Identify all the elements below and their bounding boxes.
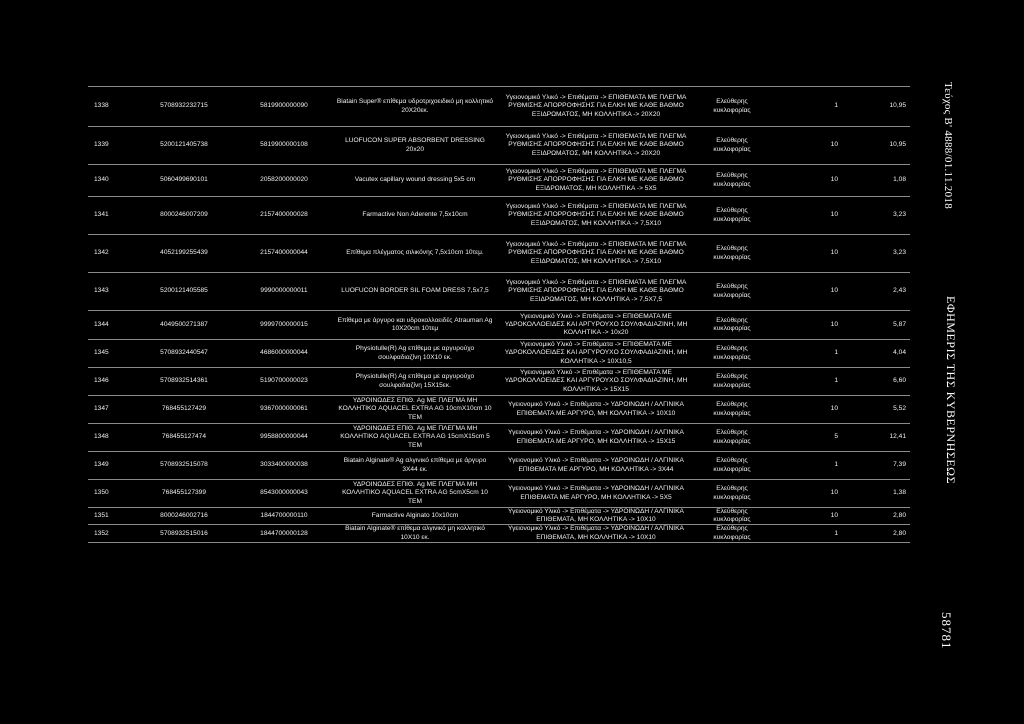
barcode: 8000246002716	[134, 508, 234, 525]
product-category: Υγειονομικό Υλικό -> Επιθέματα -> ΥΔΡΟΙΝΩΔΗ / ΑΛΓΙΝΙΚΑ ΕΠΙΘΕΜΑΤΑ ΜΕ ΑΡΓΥΡΟ, ΜΗ ΚΟΛΛΗΤΙΚΑ -> 5X5	[496, 480, 696, 508]
package-quantity: 10	[768, 311, 846, 340]
retail-price: 1,38	[846, 480, 910, 508]
product-description: Vacutex capillary wound dressing 5x5 cm	[334, 165, 496, 197]
product-code: 1844700000128	[234, 525, 334, 542]
product-category: Υγειονομικό Υλικό -> Επιθέματα -> ΥΔΡΟΙΝΩΔΗ / ΑΛΓΙΝΙΚΑ ΕΠΙΘΕΜΑΤΑ, ΜΗ ΚΟΛΛΗΤΙΚΑ -> 10X10	[496, 508, 696, 525]
row-number: 1347	[88, 396, 134, 424]
circulation-status: Ελεύθερης κυκλοφορίας	[696, 452, 768, 480]
barcode: 5200121405585	[134, 273, 234, 311]
table-row	[88, 235, 910, 273]
circulation-status: Ελεύθερης κυκλοφορίας	[696, 525, 768, 542]
row-number: 1345	[88, 340, 134, 368]
product-category: Υγειονομικό Υλικό -> Επιθέματα -> ΥΔΡΟΙΝΩΔΗ / ΑΛΓΙΝΙΚΑ ΕΠΙΘΕΜΑΤΑ ΜΕ ΑΡΓΥΡΟ, ΜΗ ΚΟΛΛΗΤΙΚΑ -> 10X10	[496, 396, 696, 424]
retail-price: 3,23	[846, 197, 910, 235]
product-table	[88, 86, 910, 543]
row-number: 1338	[88, 87, 134, 127]
circulation-status: Ελεύθερης κυκλοφορίας	[696, 340, 768, 368]
circulation-status: Ελεύθερης κυκλοφορίας	[696, 396, 768, 424]
product-description: Biatain Alginate® Ag αλγινικό επίθεμα με άργυρο 3Χ44 εκ.	[334, 452, 496, 480]
product-code: 2157400000044	[234, 235, 334, 273]
retail-price: 5,52	[846, 396, 910, 424]
product-category: Υγειονομικό Υλικό -> Επιθέματα -> ΕΠΙΘΕΜΑΤΑ ΜΕ ΠΛΕΓΜΑ ΡΥΘΜΙΣΗΣ ΑΠΟΡΡΟΦΗΣΗΣ ΓΙΑ ΕΛΚΗ ΜΕ ΚΑΘΕ ΒΑΘΜΟ ΕΞΙΔΡΩΜΑΤΟΣ, ΜΗ ΚΟΛΛΗΤΙΚΑ -> 7,5X10	[496, 235, 696, 273]
product-code: 3033400000038	[234, 452, 334, 480]
circulation-status: Ελεύθερης κυκλοφορίας	[696, 508, 768, 525]
product-description: ΥΔΡΟΙΝΩΔΕΣ ΕΠΙΘ. Ag ΜΕ ΠΛΕΓΜΑ ΜΗ ΚΟΛΛΗΤΙΚΟ AQUACEL EXTRA AG 5cmX5cm 10 ΤΕΜ	[334, 480, 496, 508]
circulation-status: Ελεύθερης κυκλοφορίας	[696, 127, 768, 165]
package-quantity: 1	[768, 525, 846, 542]
barcode: 5708932232715	[134, 87, 234, 127]
table-row	[88, 273, 910, 311]
product-category: Υγειονομικό Υλικό -> Επιθέματα -> ΕΠΙΘΕΜΑΤΑ ΜΕ ΠΛΕΓΜΑ ΡΥΘΜΙΣΗΣ ΑΠΟΡΡΟΦΗΣΗΣ ΓΙΑ ΕΛΚΗ ΜΕ ΚΑΘΕ ΒΑΘΜΟ ΕΞΙΔΡΩΜΑΤΟΣ, ΜΗ ΚΟΛΛΗΤΙΚΑ -> 20X20	[496, 87, 696, 127]
product-code: 1844700000110	[234, 508, 334, 525]
product-category: Υγειονομικό Υλικό -> Επιθέματα -> ΕΠΙΘΕΜΑΤΑ ΜΕ ΠΛΕΓΜΑ ΡΥΘΜΙΣΗΣ ΑΠΟΡΡΟΦΗΣΗΣ ΓΙΑ ΕΛΚΗ ΜΕ ΚΑΘΕ ΒΑΘΜΟ ΕΞΙΔΡΩΜΑΤΟΣ, ΜΗ ΚΟΛΛΗΤΙΚΑ -> 20X20	[496, 127, 696, 165]
circulation-status: Ελεύθερης κυκλοφορίας	[696, 87, 768, 127]
product-category: Υγειονομικό Υλικό -> Επιθέματα -> ΥΔΡΟΙΝΩΔΗ / ΑΛΓΙΝΙΚΑ ΕΠΙΘΕΜΑΤΑ ΜΕ ΑΡΓΥΡΟ, ΜΗ ΚΟΛΛΗΤΙΚΑ -> 3X44	[496, 452, 696, 480]
barcode: 5200121405738	[134, 127, 234, 165]
barcode: 5708932515078	[134, 452, 234, 480]
product-code: 9958800000044	[234, 424, 334, 452]
product-description: Physiotulle(R) Ag επίθεμα με αργυρούχο σουλφαδιαζίνη 15Χ15εκ.	[334, 368, 496, 396]
product-category: Υγειονομικό Υλικό -> Επιθέματα -> ΥΔΡΟΙΝΩΔΗ / ΑΛΓΙΝΙΚΑ ΕΠΙΘΕΜΑΤΑ, ΜΗ ΚΟΛΛΗΤΙΚΑ -> 10X10	[496, 525, 696, 542]
row-number: 1343	[88, 273, 134, 311]
product-description: Επίθεμα πλέγματος σιλικόνης 7,5x10cm 10τεμ.	[334, 235, 496, 273]
table-row	[88, 197, 910, 235]
package-quantity: 10	[768, 273, 846, 311]
table-row	[88, 525, 910, 542]
circulation-status: Ελεύθερης κυκλοφορίας	[696, 197, 768, 235]
barcode: 768455127399	[134, 480, 234, 508]
product-category: Υγειονομικό Υλικό -> Επιθέματα -> ΥΔΡΟΙΝΩΔΗ / ΑΛΓΙΝΙΚΑ ΕΠΙΘΕΜΑΤΑ ΜΕ ΑΡΓΥΡΟ, ΜΗ ΚΟΛΛΗΤΙΚΑ -> 15X15	[496, 424, 696, 452]
product-description: Farmactive Alginato 10x10cm	[334, 508, 496, 525]
barcode: 768455127429	[134, 396, 234, 424]
table-row	[88, 311, 910, 340]
product-code: 9999700000015	[234, 311, 334, 340]
table-row	[88, 396, 910, 424]
row-number: 1341	[88, 197, 134, 235]
row-number: 1344	[88, 311, 134, 340]
circulation-status: Ελεύθερης κυκλοφορίας	[696, 480, 768, 508]
barcode: 4049500271387	[134, 311, 234, 340]
product-code: 4686000000044	[234, 340, 334, 368]
row-number: 1352	[88, 525, 134, 542]
product-category: Υγειονομικό Υλικό -> Επιθέματα -> ΕΠΙΘΕΜΑΤΑ ΜΕ ΠΛΕΓΜΑ ΡΥΘΜΙΣΗΣ ΑΠΟΡΡΟΦΗΣΗΣ ΓΙΑ ΕΛΚΗ ΜΕ ΚΑΘΕ ΒΑΘΜΟ ΕΞΙΔΡΩΜΑΤΟΣ, ΜΗ ΚΟΛΛΗΤΙΚΑ -> 5X5	[496, 165, 696, 197]
package-quantity: 1	[768, 340, 846, 368]
package-quantity: 10	[768, 396, 846, 424]
barcode: 768455127474	[134, 424, 234, 452]
retail-price: 4,04	[846, 340, 910, 368]
table-row	[88, 480, 910, 508]
circulation-status: Ελεύθερης κυκλοφορίας	[696, 273, 768, 311]
product-category: Υγειονομικό Υλικό -> Επιθέματα -> ΕΠΙΘΕΜΑΤΑ ΜΕ ΥΔΡΟΚΟΛΛΟΕΙΔΕΣ ΚΑΙ ΑΡΓΥΡΟΥΧΟ ΣΟΥΛΦΑΔΙΑΖΙΝΗ, ΜΗ ΚΟΛΛΗΤΙΚΑ -> 10X10,5	[496, 340, 696, 368]
product-description: Farmactive Non Aderente 7,5x10cm	[334, 197, 496, 235]
product-description: LUOFUCON SUPER ABSORBENT DRESSING 20x20	[334, 127, 496, 165]
barcode: 5060499690101	[134, 165, 234, 197]
retail-price: 5,87	[846, 311, 910, 340]
package-quantity: 5	[768, 424, 846, 452]
retail-price: 10,95	[846, 87, 910, 127]
row-number: 1346	[88, 368, 134, 396]
gazette-title: ΕΦΗΜΕΡΙΣ ΤΗΣ ΚΥΒΕΡΝΗΣΕΩΣ	[944, 296, 958, 485]
table-row	[88, 508, 910, 525]
product-code: 8543000000043	[234, 480, 334, 508]
product-description: Biatain Alginate® επίθεμα αλγινικό μη κολλητικό 10Χ10 εκ.	[334, 525, 496, 542]
package-quantity: 1	[768, 87, 846, 127]
package-quantity: 10	[768, 480, 846, 508]
table-row	[88, 165, 910, 197]
product-category: Υγειονομικό Υλικό -> Επιθέματα -> ΕΠΙΘΕΜΑΤΑ ΜΕ ΥΔΡΟΚΟΛΛΟΕΙΔΕΣ ΚΑΙ ΑΡΓΥΡΟΥΧΟ ΣΟΥΛΦΑΔΙΑΖΙΝΗ, ΜΗ ΚΟΛΛΗΤΙΚΑ -> 15X15	[496, 368, 696, 396]
product-category: Υγειονομικό Υλικό -> Επιθέματα -> ΕΠΙΘΕΜΑΤΑ ΜΕ ΠΛΕΓΜΑ ΡΥΘΜΙΣΗΣ ΑΠΟΡΡΟΦΗΣΗΣ ΓΙΑ ΕΛΚΗ ΜΕ ΚΑΘΕ ΒΑΘΜΟ ΕΞΙΔΡΩΜΑΤΟΣ, ΜΗ ΚΟΛΛΗΤΙΚΑ -> 7,5X7,5	[496, 273, 696, 311]
table-row	[88, 127, 910, 165]
retail-price: 2,80	[846, 508, 910, 525]
product-category: Υγειονομικό Υλικό -> Επιθέματα -> ΕΠΙΘΕΜΑΤΑ ΜΕ ΠΛΕΓΜΑ ΡΥΘΜΙΣΗΣ ΑΠΟΡΡΟΦΗΣΗΣ ΓΙΑ ΕΛΚΗ ΜΕ ΚΑΘΕ ΒΑΘΜΟ ΕΞΙΔΡΩΜΑΤΟΣ, ΜΗ ΚΟΛΛΗΤΙΚΑ -> 7,5X10	[496, 197, 696, 235]
product-description: Physiotulle(R) Ag επίθεμα με αργυρούχο σουλφαδιαζίνη 10Χ10 εκ.	[334, 340, 496, 368]
product-code: 2058200000020	[234, 165, 334, 197]
table-row	[88, 452, 910, 480]
product-code: 5190700000023	[234, 368, 334, 396]
product-description: Επίθεμα με άργυρο και υδροκολλοειδές Atrauman Ag 10X20cm 10τεμ	[334, 311, 496, 340]
product-code: 2157400000028	[234, 197, 334, 235]
retail-price: 2,43	[846, 273, 910, 311]
row-number: 1349	[88, 452, 134, 480]
product-description: ΥΔΡΟΙΝΩΔΕΣ ΕΠΙΘ. Ag ΜΕ ΠΛΕΓΜΑ ΜΗ ΚΟΛΛΗΤΙΚΟ AQUACEL EXTRA AG 15cmX15cm 5 ΤΕΜ	[334, 424, 496, 452]
table-row	[88, 424, 910, 452]
retail-price: 10,95	[846, 127, 910, 165]
package-quantity: 1	[768, 368, 846, 396]
package-quantity: 10	[768, 508, 846, 525]
barcode: 8000246007209	[134, 197, 234, 235]
row-number: 1350	[88, 480, 134, 508]
product-description: LUOFUCON BORDER SIL FOAM DRESS 7,5x7,5	[334, 273, 496, 311]
row-number: 1342	[88, 235, 134, 273]
product-code: 9367000000061	[234, 396, 334, 424]
row-number: 1340	[88, 165, 134, 197]
retail-price: 1,08	[846, 165, 910, 197]
product-description: ΥΔΡΟΙΝΩΔΕΣ ΕΠΙΘ. Ag ΜΕ ΠΛΕΓΜΑ ΜΗ ΚΟΛΛΗΤΙΚΟ AQUACEL EXTRA AG 10cmX10cm 10 ΤΕΜ	[334, 396, 496, 424]
product-code: 9990000000011	[234, 273, 334, 311]
retail-price: 3,23	[846, 235, 910, 273]
table-row	[88, 368, 910, 396]
product-code: 5819900000090	[234, 87, 334, 127]
package-quantity: 10	[768, 235, 846, 273]
circulation-status: Ελεύθερης κυκλοφορίας	[696, 235, 768, 273]
barcode: 4052199255439	[134, 235, 234, 273]
retail-price: 2,80	[846, 525, 910, 542]
barcode: 5708932440547	[134, 340, 234, 368]
page-number: 58781	[939, 612, 954, 650]
retail-price: 6,60	[846, 368, 910, 396]
retail-price: 7,39	[846, 452, 910, 480]
table-row	[88, 340, 910, 368]
barcode: 5708932514361	[134, 368, 234, 396]
barcode: 5708932515016	[134, 525, 234, 542]
circulation-status: Ελεύθερης κυκλοφορίας	[696, 424, 768, 452]
package-quantity: 1	[768, 452, 846, 480]
package-quantity: 10	[768, 197, 846, 235]
circulation-status: Ελεύθερης κυκλοφορίας	[696, 311, 768, 340]
row-number: 1348	[88, 424, 134, 452]
row-number: 1339	[88, 127, 134, 165]
package-quantity: 10	[768, 165, 846, 197]
retail-price: 12,41	[846, 424, 910, 452]
circulation-status: Ελεύθερης κυκλοφορίας	[696, 368, 768, 396]
product-category: Υγειονομικό Υλικό -> Επιθέματα -> ΕΠΙΘΕΜΑΤΑ ΜΕ ΥΔΡΟΚΟΛΛΟΕΙΔΕΣ ΚΑΙ ΑΡΓΥΡΟΥΧΟ ΣΟΥΛΦΑΔΙΑΖΙΝΗ, ΜΗ ΚΟΛΛΗΤΙΚΑ -> 10x20	[496, 311, 696, 340]
product-description: Biatain Super® επίθεμα υδροτριχοειδικό μη κολλητικό 20Χ20εκ.	[334, 87, 496, 127]
issue-number: Τεύχος Β' 4888/01.11.2018	[942, 82, 954, 209]
row-number: 1351	[88, 508, 134, 525]
table-row	[88, 87, 910, 127]
circulation-status: Ελεύθερης κυκλοφορίας	[696, 165, 768, 197]
product-code: 5819900000108	[234, 127, 334, 165]
package-quantity: 10	[768, 127, 846, 165]
